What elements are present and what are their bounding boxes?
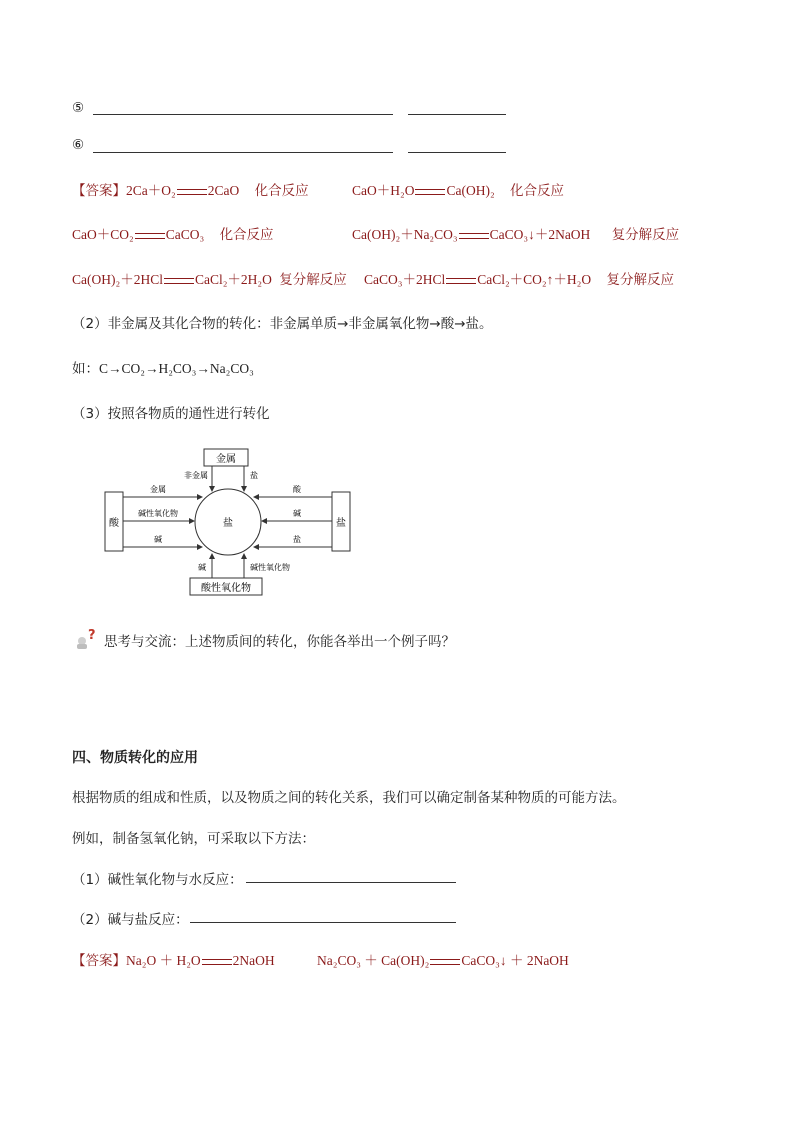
answer-eq — [72, 179, 309, 199]
eq-lhs: Na₂CO₃ ＋ Ca(OH)₂ — [317, 953, 430, 968]
answer-eq — [364, 268, 674, 288]
answer-blank[interactable] — [93, 114, 393, 115]
left-label-basic-oxide: 碱性氧化物 — [138, 509, 178, 518]
answer-blank[interactable] — [408, 114, 506, 115]
section-4-p1: 根据物质的组成和性质，以及物质之间的转化关系，我们可以确定制备某种物质的可能方法。 — [72, 790, 626, 806]
equals-sign — [415, 189, 445, 195]
reaction-type: 复分解反应 — [279, 272, 347, 288]
answer-eq — [352, 223, 679, 243]
equals-sign — [202, 959, 232, 965]
eq-lhs: CaO＋H₂O — [352, 183, 415, 198]
blank-line-6 — [72, 137, 84, 153]
salt-right-label: 盐 — [336, 518, 346, 529]
metal-label: 金属 — [216, 454, 236, 465]
acid-oxide-label: 酸性氧化物 — [201, 583, 251, 594]
section-2-text: （2）非金属及其化合物的转化：非金属单质→非金属氧化物→酸→盐。 — [72, 316, 493, 332]
eq-lhs: 2Ca＋O₂ — [126, 183, 176, 198]
circled-number: ⑤ — [72, 100, 85, 116]
acid-label: 酸 — [109, 518, 119, 529]
equals-sign — [446, 278, 476, 284]
left-label-metal: 金属 — [150, 485, 166, 494]
answer-blank[interactable] — [408, 152, 506, 153]
answer-tag: 【答案】 — [72, 183, 126, 199]
eq-rhs: CaCl₂＋2H₂O — [194, 272, 272, 287]
bottom-left-label: 碱 — [198, 563, 206, 572]
equals-sign — [459, 233, 489, 239]
reaction-type: 化合反应 — [510, 183, 565, 199]
reaction-type: 复分解反应 — [606, 272, 674, 288]
answer-blank-q2[interactable] — [190, 922, 456, 923]
right-label-acid: 酸 — [293, 485, 301, 494]
eq-rhs: CaCO₃ — [165, 227, 205, 242]
answer-eq — [352, 179, 564, 199]
conversion-diagram — [100, 445, 360, 600]
right-label-salt: 盐 — [293, 535, 301, 544]
equals-sign — [430, 959, 460, 965]
blank-line-5 — [72, 100, 84, 116]
left-label-base: 碱 — [154, 535, 162, 544]
section-4-heading: 四、物质转化的应用 — [72, 750, 198, 766]
equals-sign — [164, 278, 194, 284]
answer-eq — [72, 223, 274, 243]
answer-eq — [317, 949, 569, 969]
reaction-type: 化合反应 — [254, 183, 309, 199]
eq-lhs: Ca(OH)₂＋2HCl — [72, 272, 163, 287]
eq-lhs: Na₂O ＋ H₂O — [126, 953, 201, 968]
answer-blank-q1[interactable] — [246, 882, 456, 883]
circled-number: ⑥ — [72, 137, 85, 153]
section-3-text: （3）按照各物质的通性进行转化 — [72, 406, 270, 422]
center-salt-label: 盐 — [223, 518, 233, 529]
section-2-example: 如：C→CO₂→H₂CO₃→Na₂CO₃ — [72, 361, 254, 376]
answer-eq — [72, 949, 275, 969]
answer-tag: 【答案】 — [72, 953, 126, 969]
section-4-q2: （2）碱与盐反应： — [72, 912, 189, 928]
reaction-type: 复分解反应 — [611, 227, 680, 243]
answer-eq — [72, 268, 347, 288]
eq-rhs: 2NaOH — [232, 953, 275, 968]
eq-rhs: CaCO₃↓＋2NaOH — [489, 227, 591, 242]
eq-lhs: Ca(OH)₂＋Na₂CO₃ — [352, 227, 458, 242]
answer-blank[interactable] — [93, 152, 393, 153]
eq-rhs: CaCO₃↓ ＋ 2NaOH — [461, 953, 569, 968]
salt-top-label: 盐 — [250, 471, 258, 480]
section-4-p2: 例如，制备氢氧化钠，可采取以下方法： — [72, 831, 315, 847]
equals-sign — [135, 233, 165, 239]
bottom-right-label: 碱性氧化物 — [250, 563, 290, 572]
eq-rhs: Ca(OH)₂ — [446, 183, 495, 198]
section-4-q1: （1）碱性氧化物与水反应： — [72, 872, 243, 888]
eq-lhs: CaCO₃＋2HCl — [364, 272, 446, 287]
reaction-type: 化合反应 — [219, 227, 274, 243]
equals-sign — [177, 189, 207, 195]
nonmetal-label: 非金属 — [184, 471, 208, 480]
right-label-base: 碱 — [293, 509, 301, 518]
question-person-icon — [74, 627, 96, 649]
eq-lhs: CaO＋CO₂ — [72, 227, 134, 242]
think-text: 思考与交流：上述物质间的转化，你能各举出一个例子吗？ — [104, 634, 455, 650]
svg-text:?: ? — [88, 628, 96, 643]
eq-rhs: CaCl₂＋CO₂↑＋H₂O — [477, 272, 592, 287]
eq-rhs: 2CaO — [207, 183, 240, 198]
